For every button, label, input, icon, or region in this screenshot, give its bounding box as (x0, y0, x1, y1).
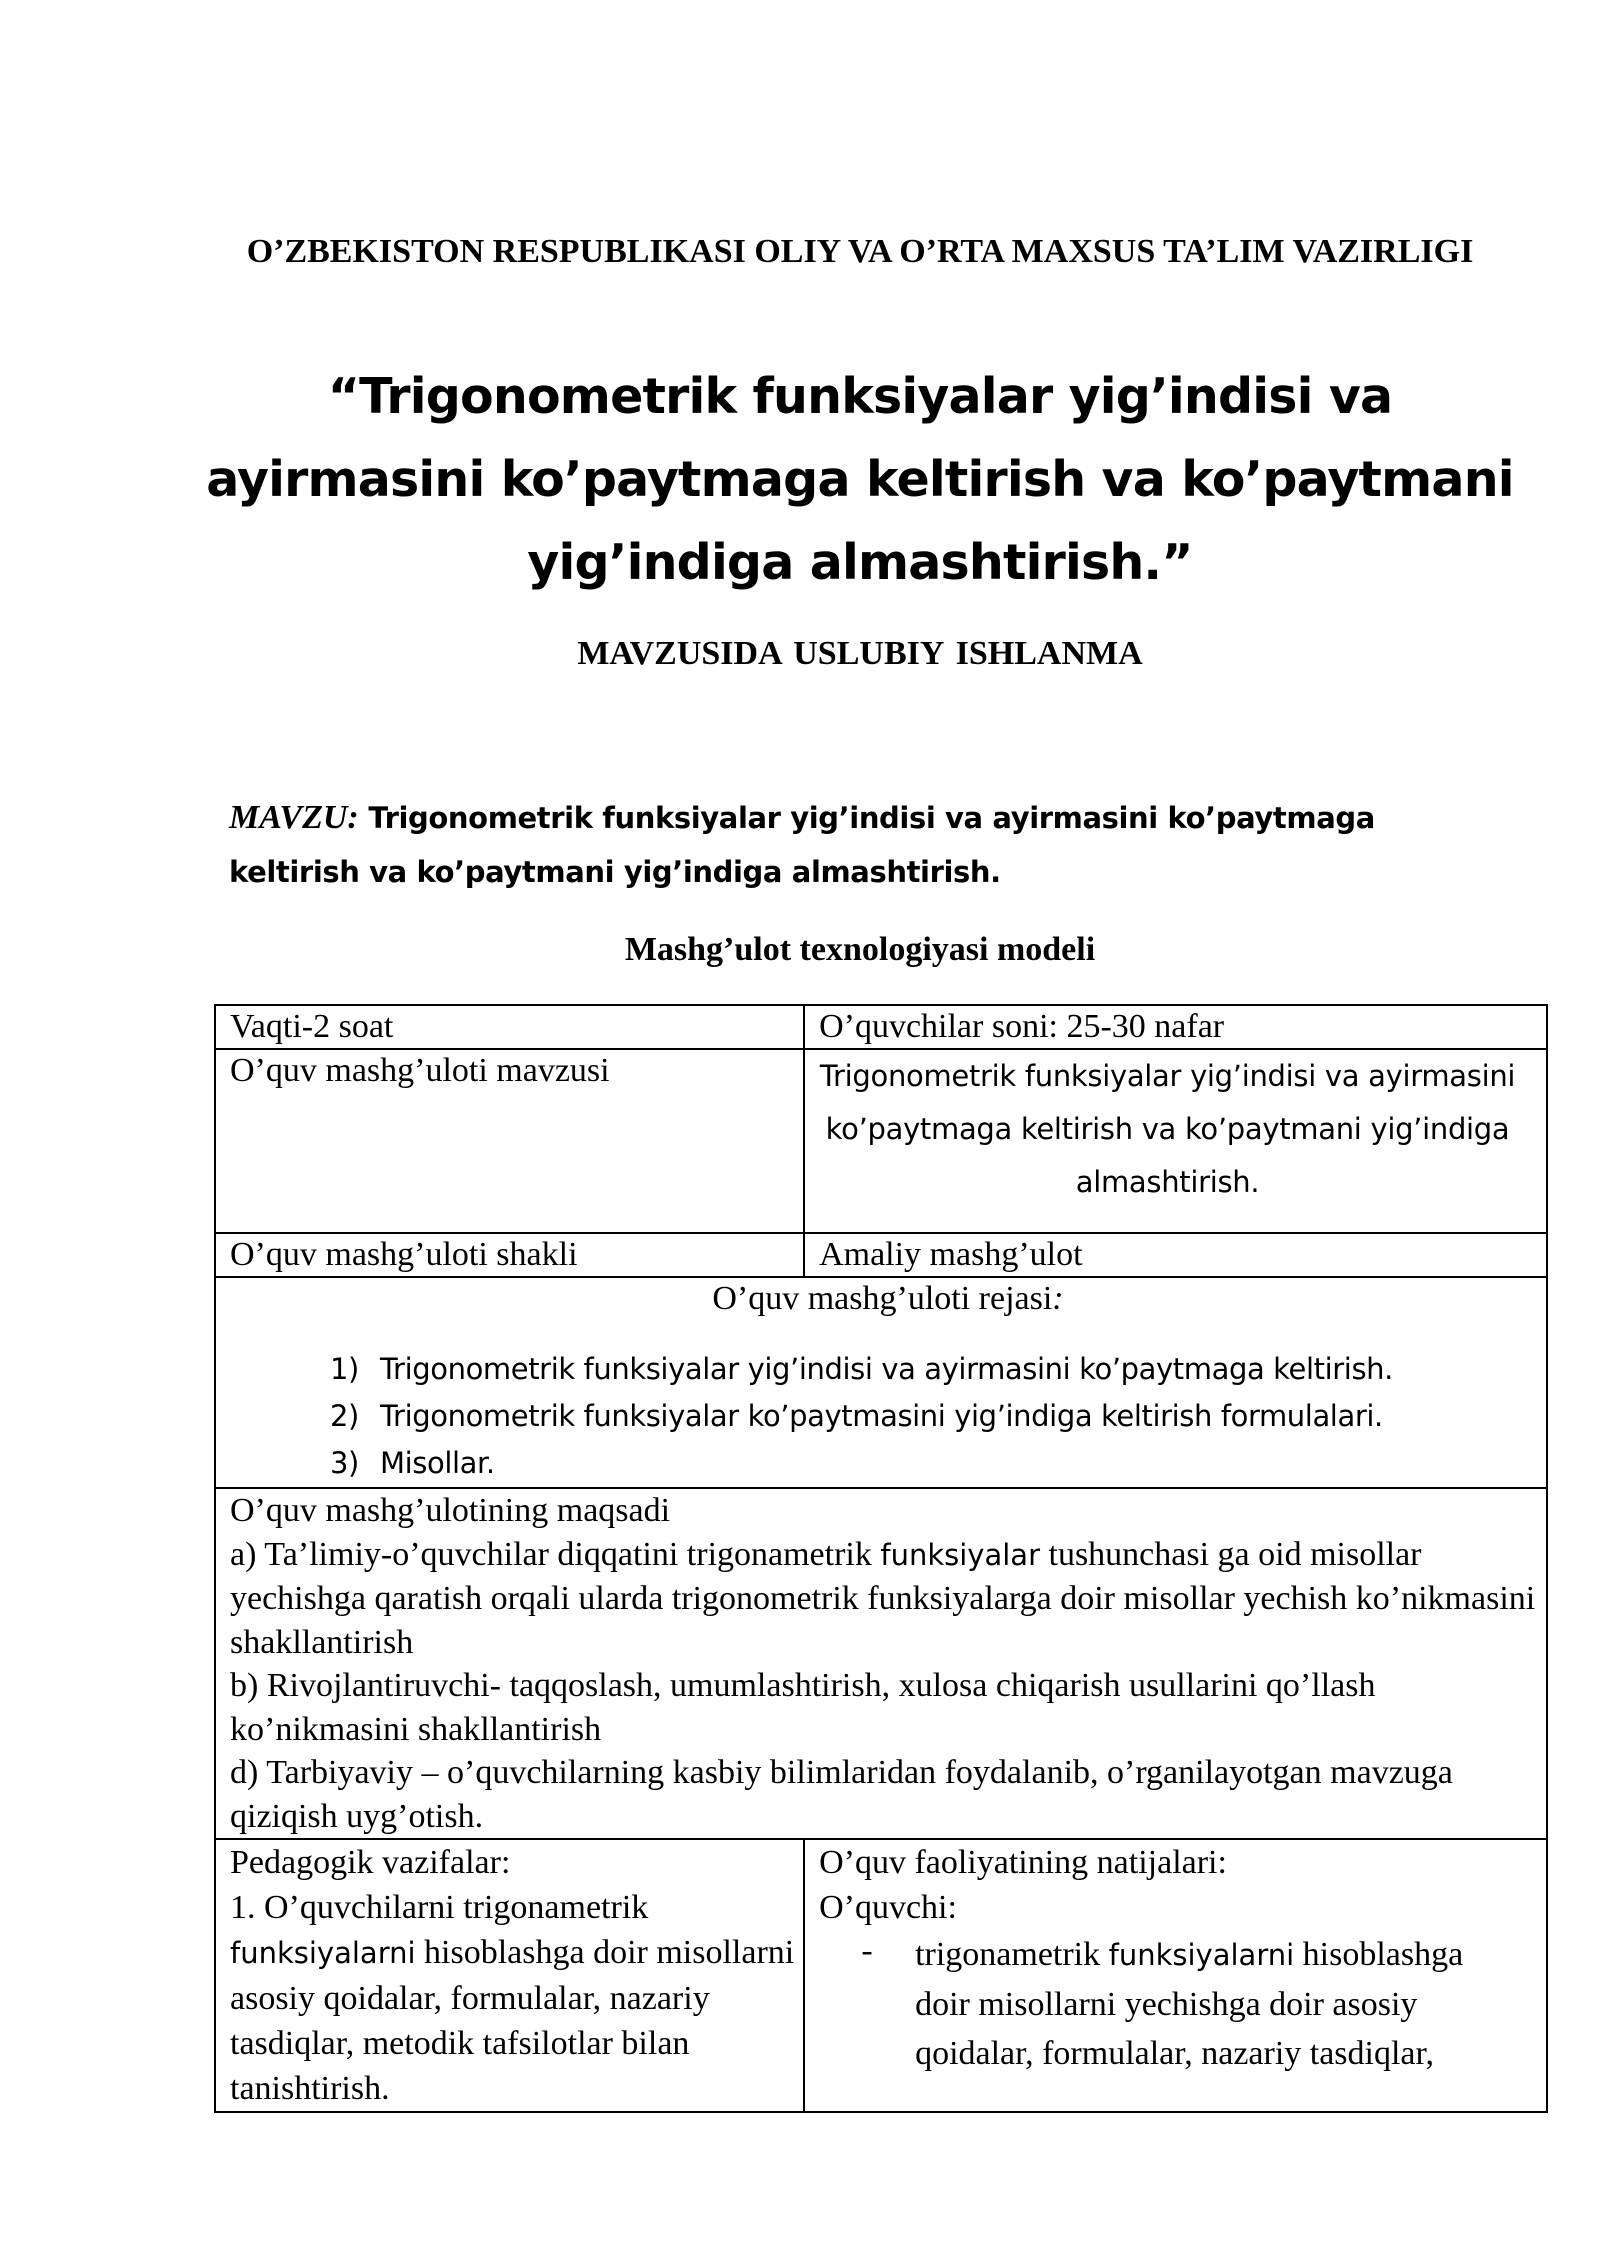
lesson-plan-heading (230, 1278, 1546, 1320)
ped-task-1 (230, 1885, 803, 2111)
model-title: Mashg’ulot texnologiyasi modeli (624, 931, 1096, 968)
table-row (215, 1488, 1547, 1839)
list-item-text: Trigonometrik funksiyalar yig’indisi va ayirmasini ko’paytmaga keltirish. (380, 1352, 1393, 1386)
table-row (215, 1049, 1547, 1233)
results-label: O’quv faoliyatining natijalari: (819, 1844, 1227, 1881)
topic-label: MAVZU: (229, 799, 359, 836)
table-row (215, 1839, 1547, 2112)
ministry-heading: O’ZBEKISTON RESPUBLIKASI OLIY VA O’RTA MAXSUS TA’LIM VAZIRLIGI (246, 233, 1474, 270)
lesson-form-label: O’quv mashg’uloti shakli (215, 1233, 804, 1277)
results-student-label: O’quvchi: (819, 1889, 957, 1926)
list-item-number: 1) (330, 1352, 359, 1386)
pedagogical-tasks-cell (215, 1839, 804, 2112)
lesson-topic-label: O’quv mashg’uloti mavzusi (215, 1049, 804, 1233)
goal-b: b) Rivojlantiruvchi- taqqoslash, umumlashtirish, xulosa chiqarish usullarini qo’llash ko’nikmasini shakllantirish (230, 1667, 1376, 1748)
goal-a-text-rest: tushunchasi ga oid misollar yechishga qaratish orqali ularda trigonometrik funksiyalarga doir misollar yechish ko’nikmasini shakllantirish (230, 1535, 1536, 1661)
lesson-plan-label: O’quv mashg’uloti rejasi (712, 1280, 1053, 1317)
list-item-text (915, 1930, 1546, 2078)
list-item (330, 1346, 1546, 1393)
table-row (215, 1005, 1547, 1049)
ped-task-text: 1. O’quvchilarni trigonametrik (230, 1889, 649, 1926)
lesson-model-table (214, 1004, 1548, 2113)
list-item (819, 1930, 1546, 2078)
document-title: “Trigonometrik funksiyalar yig’indisi va ayirmasini ko’paytmaga keltirish va ko’paytmani yig’indiga almashtirish.” (206, 368, 1514, 591)
lesson-topic-value: Trigonometrik funksiyalar yig’indisi va ayirmasini ko’paytmaga keltirish va ko’paytmani yig’indiga almashtirish. (804, 1049, 1547, 1233)
result-word: funksiyalarni (1108, 1938, 1295, 1972)
ped-label: Pedagogik vazifalar: (230, 1844, 511, 1881)
table-row (215, 1233, 1547, 1277)
result-text: trigonametrik (915, 1936, 1109, 1973)
students-cell: O’quvchilar soni: 25-30 nafar (804, 1005, 1547, 1049)
goal-label: O’quv mashg’ulotining maqsadi (230, 1492, 671, 1529)
list-item (330, 1440, 1546, 1487)
lesson-plan-list (230, 1346, 1546, 1487)
goal-d: d) Tarbiyaviy – o’quvchilarning kasbiy bilimlaridan foydalanib, o’rganilayotgan mavzuga qiziqish uyg’otish. (230, 1754, 1453, 1835)
list-item-number: 3) (330, 1446, 359, 1480)
time-cell: Vaqti-2 soat (215, 1005, 804, 1049)
document-subtitle: MAVZUSIDA USLUBIY ISHLANMA (577, 635, 1143, 672)
goal-a-word: funksiyalar (880, 1537, 1040, 1572)
list-item-number: 2) (330, 1399, 359, 1433)
lesson-form-value: Amaliy mashg’ulot (804, 1233, 1547, 1277)
list-bullet: - (861, 1932, 873, 1969)
list-item-text: Misollar. (380, 1446, 495, 1480)
table-row (215, 1277, 1547, 1488)
topic-paragraph (229, 791, 1429, 899)
ped-task-word: funksiyalarni (230, 1936, 416, 1970)
topic-text: Trigonometrik funksiyalar yig’indisi va ayirmasini ko’paytmaga keltirish va ko’paytmani yig’indiga almashtirish. (229, 801, 1375, 889)
list-item-text: Trigonometrik funksiyalar ko’paytmasini yig’indiga keltirish formulalari. (380, 1399, 1383, 1433)
lesson-goal-cell (215, 1488, 1547, 1839)
ped-task-text-rest: hisoblashga doir misollarni asosiy qoidalar, formulalar, nazariy tasdiqlar, metodik tafsilotlar bilan tanishtirish. (230, 1934, 795, 2107)
lesson-plan-colon: : (1052, 1280, 1064, 1317)
learning-results-cell (804, 1839, 1547, 2112)
goal-a-text: a) Ta’limiy-o’quvchilar diqqatini trigonametrik (230, 1535, 881, 1573)
result-text-rest: hisoblashga doir misollarni yechishga doir asosiy qoidalar, formulalar, nazariy tasdiqlar, (915, 1936, 1464, 2072)
goal-a (230, 1533, 1546, 1665)
list-item (330, 1393, 1546, 1440)
lesson-plan-cell (215, 1277, 1547, 1488)
